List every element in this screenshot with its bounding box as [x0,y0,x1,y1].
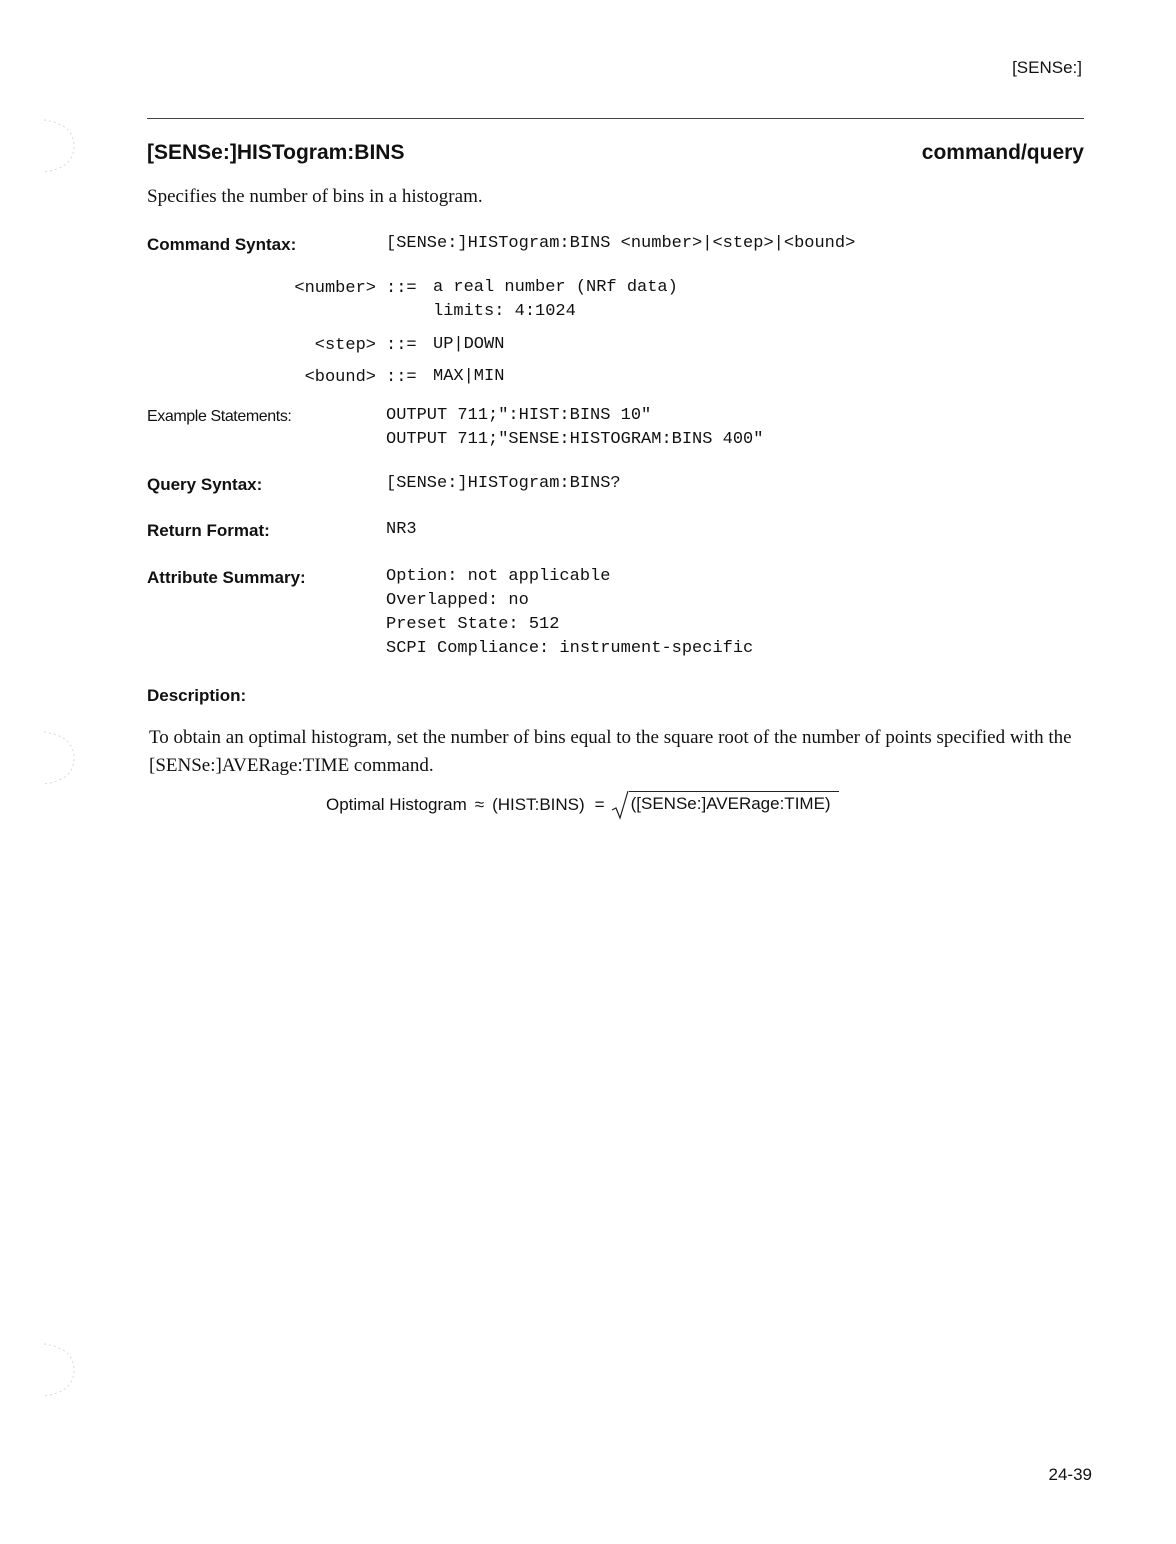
description-text: To obtain an optimal histogram, set the number of bins equal to the square root of the number of points specified with the [SENSe:]AVERage:TIME command. [149,727,1072,776]
formula-mid: (HIST:BINS) [492,795,585,814]
param-step-name: <step> [314,336,376,355]
description-label: Description: [147,686,247,705]
param-step-op: ::= [386,336,417,355]
punch-hole-mark [30,116,78,176]
page-number: 24-39 [1048,1465,1092,1484]
attribute-line: Preset State: 512 [386,615,560,634]
formula-radicand: ([SENSe:]AVERage:TIME) [629,791,839,813]
header-rule [147,118,1084,119]
example-statement-line: OUTPUT 711;"SENSE:HISTOGRAM:BINS 400" [386,430,764,449]
square-root [611,790,839,820]
punch-hole-mark [30,1340,78,1400]
punch-hole-mark [30,728,78,788]
formula-equals: = [594,795,605,814]
param-number-name: <number> [294,279,376,298]
param-number-limits: limits: 4:1024 [433,302,576,321]
square-root-sign-icon [611,790,629,820]
query-syntax-value: [SENSe:]HISTogram:BINS? [386,474,621,493]
param-bound-op: ::= [386,368,417,387]
param-step-value: UP|DOWN [433,335,505,354]
param-bound-value: MAX|MIN [433,367,505,386]
command-syntax-value: [SENSe:]HISTogram:BINS <number>|<step>|<bound> [386,234,856,253]
return-format-label: Return Format: [147,521,270,540]
command-type: command/query [921,141,1084,164]
example-statement-line: OUTPUT 711;":HIST:BINS 10" [386,406,652,425]
return-format-value: NR3 [386,520,417,539]
running-head: [SENSe:] [1012,58,1082,77]
command-title: [SENSe:]HISTogram:BINS [147,141,405,164]
query-syntax-label: Query Syntax: [147,475,263,494]
attribute-line: Overlapped: no [386,591,529,610]
param-number-op: ::= [386,279,417,298]
formula-approx: ≈ [474,795,485,814]
param-number-value: a real number (NRf data) [433,278,678,297]
intro-text: Specifies the number of bins in a histogram. [147,186,483,207]
optimal-histogram-formula [326,790,839,820]
example-statements-label: Example Statements: [147,408,292,425]
attribute-line: Option: not applicable [386,567,611,586]
command-syntax-label: Command Syntax: [147,235,297,254]
attribute-summary-label: Attribute Summary: [147,568,306,587]
attribute-line: SCPI Compliance: instrument-specific [386,639,754,658]
param-bound-name: <bound> [304,368,376,387]
formula-lhs: Optimal Histogram [326,795,467,814]
